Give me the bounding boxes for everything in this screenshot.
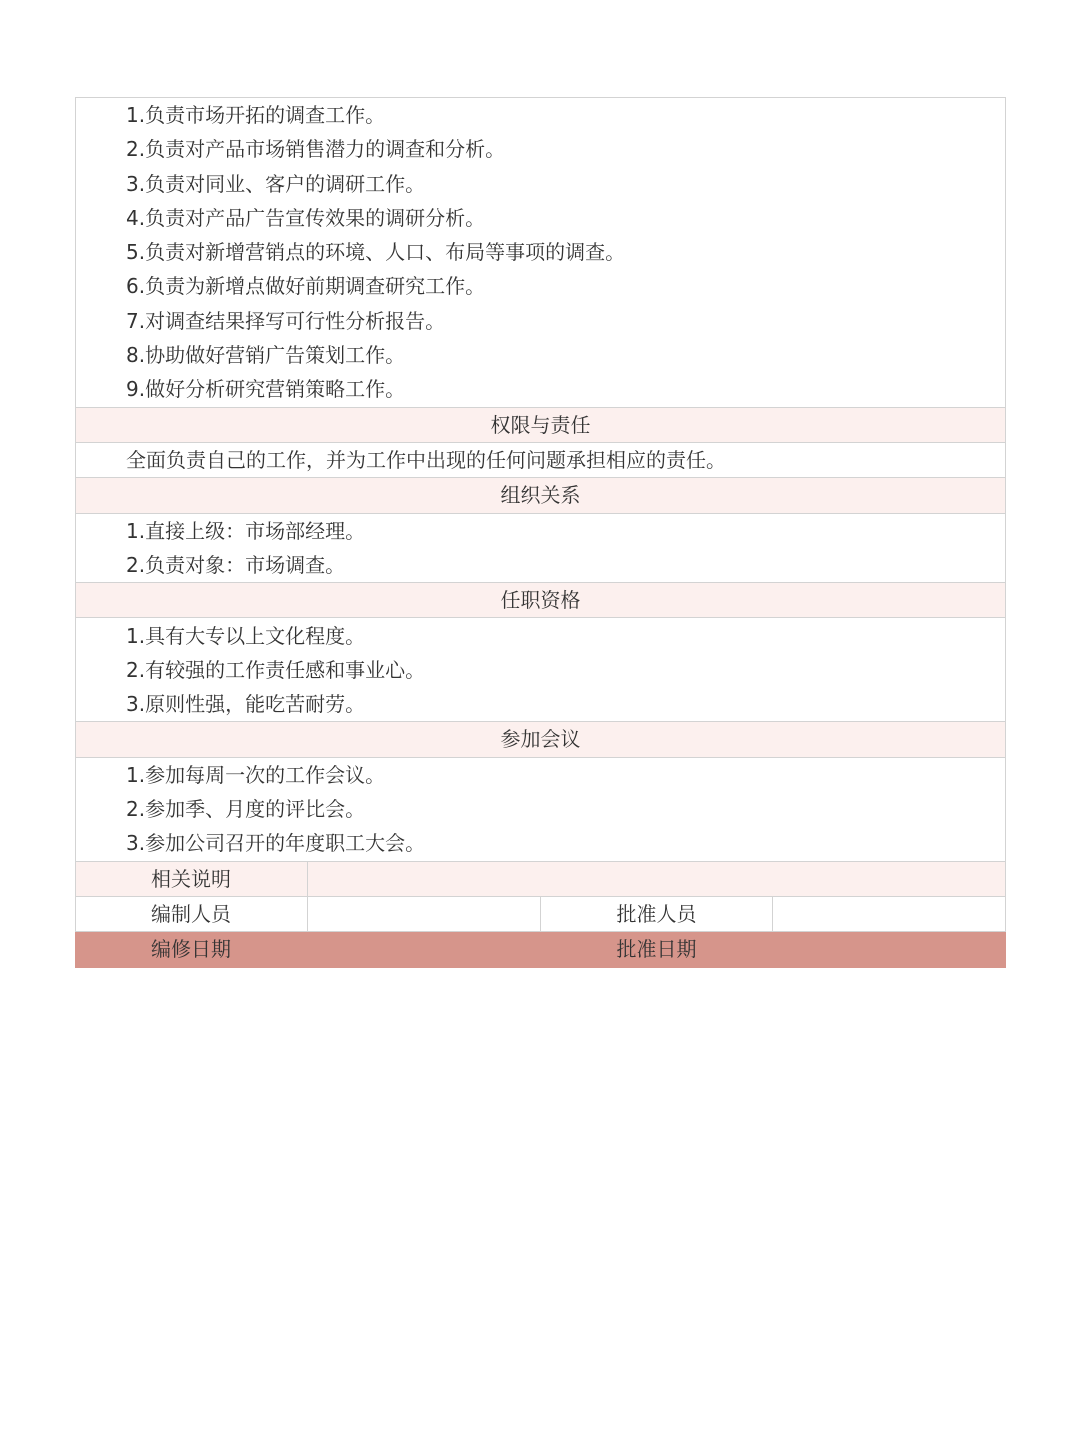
prepared-by-value[interactable]: [308, 897, 541, 932]
list-item: 1.具有大专以上文化程度。: [126, 623, 366, 648]
organization-row: [76, 513, 1006, 583]
list-item: 4.负责对产品广告宣传效果的调研分析。: [126, 205, 486, 230]
notes-label: 相关说明: [76, 861, 308, 896]
approved-by-label: 批准人员: [541, 897, 773, 932]
prepared-by-label: 编制人员: [76, 897, 308, 932]
qualifications-list: [76, 618, 1006, 722]
list-item: 3.原则性强，能吃苦耐劳。: [126, 692, 366, 717]
duties-list: [76, 98, 1006, 408]
authority-header-row: [76, 407, 1006, 442]
organization-list: [76, 513, 1006, 583]
list-item: 3.负责对同业、客户的调研工作。: [126, 171, 426, 196]
organization-title: 组织关系: [76, 478, 1006, 513]
authority-row: [76, 442, 1006, 477]
approval-date-value[interactable]: [773, 932, 1006, 967]
list-item: 7.对调查结果择写可行性分析报告。: [126, 308, 446, 333]
list-item: 5.负责对新增营销点的环境、人口、布局等事项的调查。: [126, 240, 626, 265]
meetings-list: [76, 757, 1006, 861]
list-item: 3.参加公司召开的年度职工大会。: [126, 831, 426, 856]
revision-date-value[interactable]: [308, 932, 541, 967]
approval-date-label: 批准日期: [541, 932, 773, 967]
meetings-header-row: [76, 722, 1006, 757]
job-description-table: [75, 97, 1006, 968]
notes-value[interactable]: [308, 861, 1006, 896]
list-item: 2.有较强的工作责任感和事业心。: [126, 657, 426, 682]
qualifications-row: [76, 618, 1006, 722]
meetings-title: 参加会议: [76, 722, 1006, 757]
revision-date-label: 编修日期: [76, 932, 308, 967]
notes-row: [76, 861, 1006, 896]
list-item: 2.负责对产品市场销售潜力的调查和分析。: [126, 137, 506, 162]
qualifications-header-row: [76, 583, 1006, 618]
meetings-row: [76, 757, 1006, 861]
duties-row: [76, 98, 1006, 408]
list-item: 全面负责自己的工作，并为工作中出现的任何问题承担相应的责任。: [126, 447, 726, 472]
dates-row: [76, 932, 1006, 967]
list-item: 1.负责市场开拓的调查工作。: [126, 103, 386, 127]
organization-header-row: [76, 478, 1006, 513]
authority-text: [76, 442, 1006, 477]
list-item: 2.负责对象：市场调查。: [126, 552, 346, 577]
list-item: 1.直接上级：市场部经理。: [126, 518, 366, 543]
approved-by-value[interactable]: [773, 897, 1006, 932]
list-item: 9.做好分析研究营销策略工作。: [126, 377, 406, 402]
prepared-row: [76, 897, 1006, 932]
list-item: 6.负责为新增点做好前期调查研究工作。: [126, 274, 486, 299]
list-item: 8.协助做好营销广告策划工作。: [126, 343, 406, 368]
list-item: 1.参加每周一次的工作会议。: [126, 762, 386, 787]
list-item: 2.参加季、月度的评比会。: [126, 797, 366, 822]
authority-title: 权限与责任: [76, 407, 1006, 442]
qualifications-title: 任职资格: [76, 583, 1006, 618]
